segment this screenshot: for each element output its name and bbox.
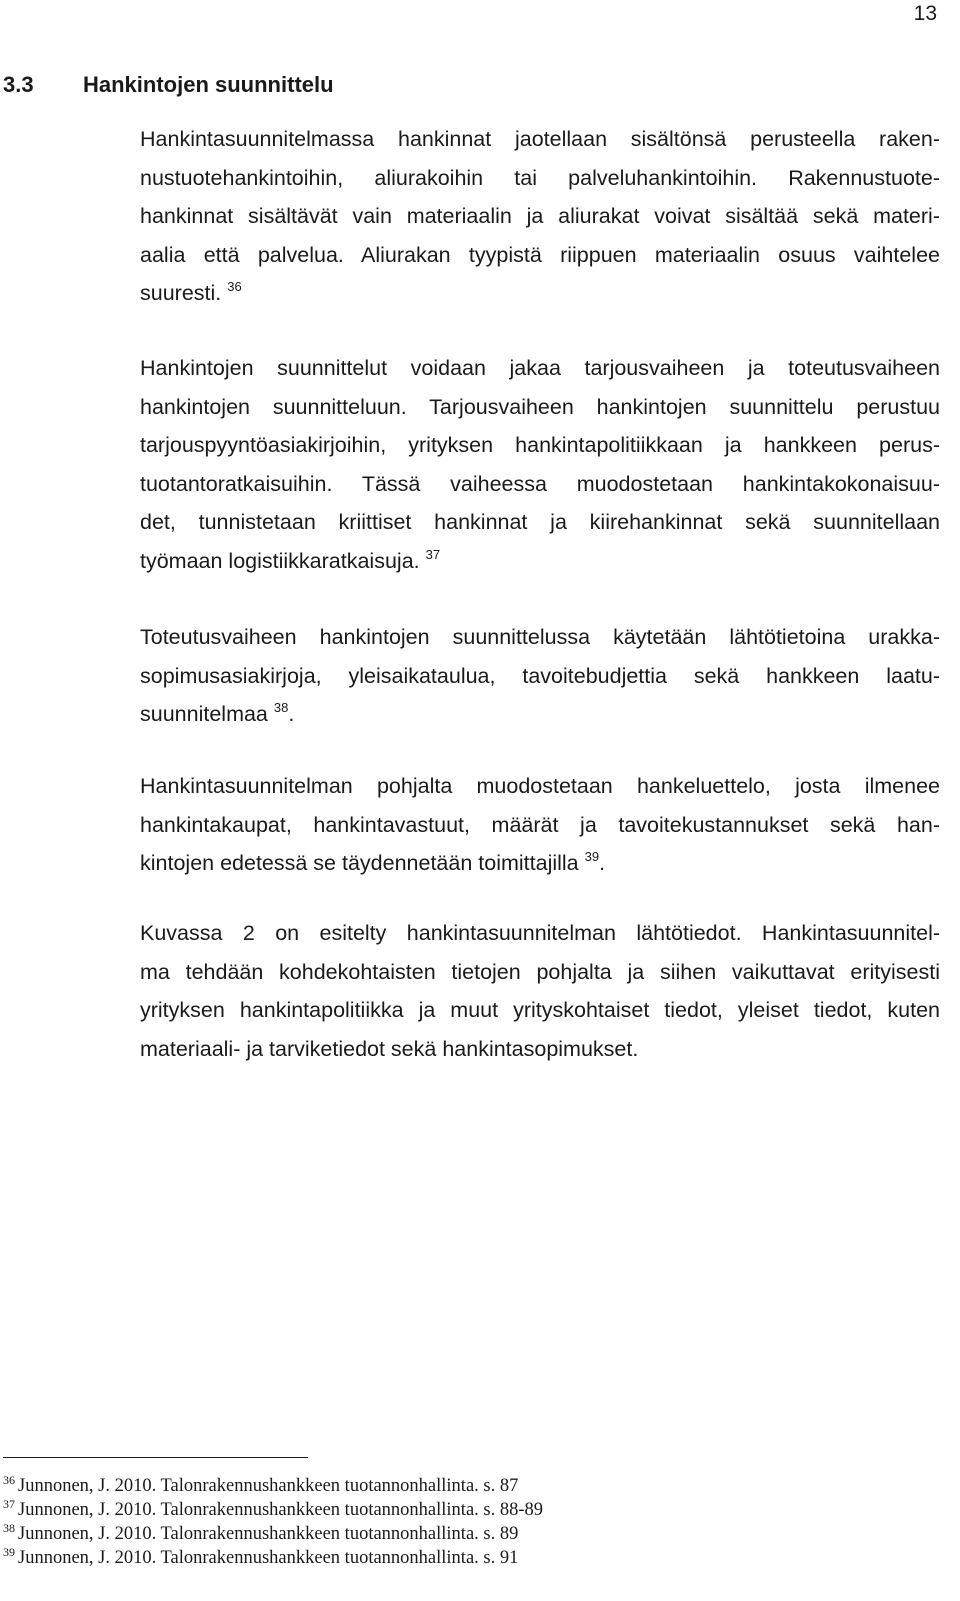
- paragraph-line: Hankintasuunnitelmassa hankinnat jaotellaan sisältönsä perusteella raken-: [140, 127, 940, 151]
- footnote-separator: [3, 1457, 308, 1458]
- footnote-number: 36: [3, 1473, 15, 1487]
- paragraph-line: [140, 274, 940, 313]
- punctuation: .: [288, 702, 295, 727]
- paragraph-line: nustuotehankintoihin, aliurakoihin tai palveluhankintoihin. Rakennustuote-: [140, 165, 940, 190]
- footnote-number: 38: [3, 1521, 15, 1535]
- paragraph-line: Toteutusvaiheen hankintojen suunnittelussa käytetään lähtötietoina urakka-: [140, 625, 940, 649]
- footnote-number: 37: [3, 1497, 15, 1511]
- paragraph-line: Hankintojen suunnittelut voidaan jakaa tarjousvaiheen ja toteutusvaiheen: [140, 356, 940, 380]
- paragraph-line-text: kintojen edetessä se täydennetään toimittajilla: [140, 851, 579, 876]
- footnote: [3, 1498, 543, 1522]
- paragraph-line: hankintakaupat, hankintavastuut, määrät ja tavoitekustannukset sekä han-: [140, 812, 940, 837]
- paragraph-3: [140, 618, 940, 734]
- footnote-text: Junnonen, J. 2010. Talonrakennushankkeen tuotannonhallinta. s. 89: [18, 1524, 519, 1544]
- paragraph-line: Kuvassa 2 on esitelty hankintasuunnitelman lähtötiedot. Hankintasuunnitel-: [140, 921, 940, 945]
- paragraph-line: ma tehdään kohdekohtaisten tietojen pohjalta ja siihen vaikuttavat erityisesti: [140, 959, 940, 984]
- paragraph-line: hankinnat sisältävät vain materiaalin ja aliurakat voivat sisältää sekä materi-: [140, 204, 940, 229]
- page-number: 13: [913, 2, 937, 25]
- footnote-text: Junnonen, J. 2010. Talonrakennushankkeen tuotannonhallinta. s. 87: [18, 1476, 519, 1496]
- paragraph-line: hankintojen suunnitteluun. Tarjousvaiheen hankintojen suunnittelu perustuu: [140, 394, 940, 419]
- paragraph-4: [140, 767, 940, 883]
- section-number: 3.3: [3, 72, 34, 97]
- footnote-number: 39: [3, 1545, 15, 1559]
- footnote: [3, 1474, 543, 1498]
- punctuation: .: [599, 851, 606, 876]
- paragraph-line: [140, 695, 940, 734]
- footnote-text: Junnonen, J. 2010. Talonrakennushankkeen tuotannonhallinta. s. 91: [18, 1548, 519, 1568]
- footnote-ref: 37: [425, 546, 441, 562]
- paragraph-1: [140, 120, 940, 313]
- footnote-ref: 36: [227, 279, 242, 295]
- section-title: Hankintojen suunnittelu: [83, 72, 334, 97]
- paragraph-line: aalia että palvelua. Aliurakan tyypistä riippuen materiaalin osuus vaihtelee: [140, 242, 940, 267]
- footnote-ref: 39: [584, 849, 600, 865]
- footnote-text: Junnonen, J. 2010. Talonrakennushankkeen tuotannonhallinta. s. 88-89: [18, 1500, 544, 1520]
- footnote: [3, 1522, 543, 1546]
- paragraph-5: [140, 914, 940, 1068]
- paragraph-line: tarjouspyyntöasiakirjoihin, yrityksen hankintapolitiikkaan ja hankkeen perus-: [140, 433, 940, 458]
- footnotes: [3, 1474, 543, 1570]
- paragraph-line-text: työmaan logistiikkaratkaisuja.: [140, 548, 420, 573]
- paragraph-line: materiaali- ja tarviketiedot sekä hankintasopimukset.: [140, 1036, 639, 1061]
- paragraph-line-text: suuresti.: [140, 281, 222, 306]
- paragraph-line: yrityksen hankintapolitiikka ja muut yrityskohtaiset tiedot, yleiset tiedot, kuten: [140, 998, 940, 1023]
- footnote-ref: 38: [273, 700, 289, 716]
- paragraph-line-text: suunnitelmaa: [140, 702, 268, 727]
- paragraph-line: [140, 542, 940, 581]
- paragraph-line: det, tunnistetaan kriittiset hankinnat ja kiirehankinnat sekä suunnitellaan: [140, 510, 940, 535]
- paragraph-line: sopimusasiakirjoja, yleisaikataulua, tavoitebudjettia sekä hankkeen laatu-: [140, 663, 940, 688]
- paragraph-line: tuotantoratkaisuihin. Tässä vaiheessa muodostetaan hankintakokonaisuu-: [140, 471, 940, 496]
- paragraph-line: [140, 844, 940, 883]
- footnote: [3, 1546, 543, 1570]
- paragraph-line: Hankintasuunnitelman pohjalta muodostetaan hankeluettelo, josta ilmenee: [140, 774, 940, 798]
- paragraph-2: [140, 349, 940, 581]
